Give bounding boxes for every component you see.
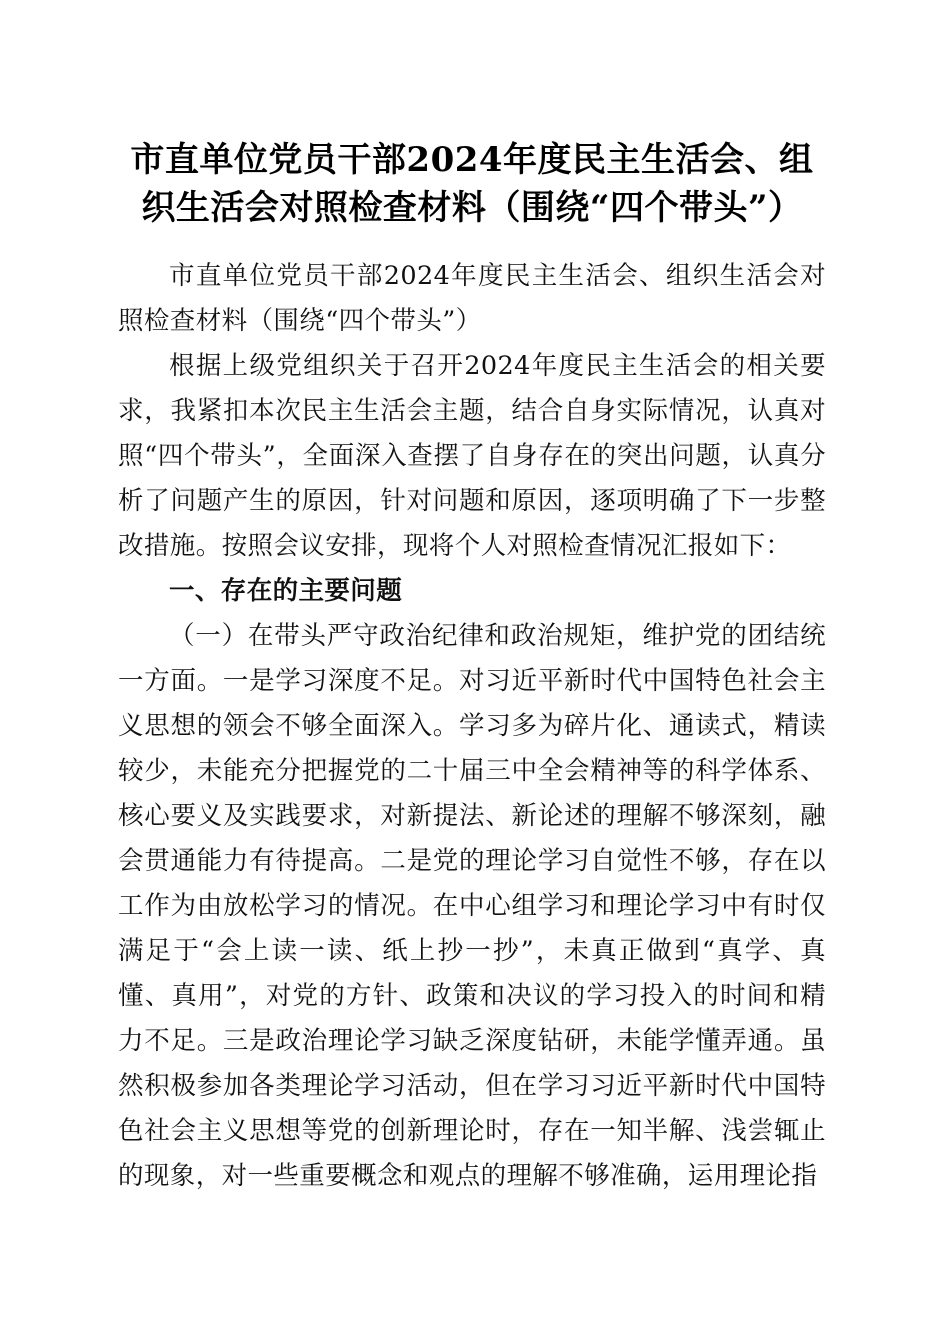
body-paragraph: （一）在带头严守政治纪律和政治规矩，维护党的团结统一方面。一是学习深度不足。对习近平新时代中国特色社会主义思想的领会不够全面深入。学习多为碎片化、通读式，精读较少，未能充分把握党的二十届三中全会精神等的科学体系、核心要义及实践要求，对新提法、新论述的理解不够深刻，融会贯通能力有待提高。二是党的理论学习自觉性不够，存在以工作为由放松学习的情况。在中心组学习和理论学习中有时仅满足于“会上读一读、纸上抄一抄”，未真正做到“真学、真懂、真用”，对党的方针、政策和决议的学习投入的时间和精力不足。三是政治理论学习缺乏深度钻研，未能学懂弄通。虽然积极参加各类理论学习活动，但在学习习近平新时代中国特色社会主义思想等党的创新理论时，存在一知半解、浅尝辄止的现象，对一些重要概念和观点的理解不够准确，运用理论指 bbox=[118, 621, 826, 1191]
document-title: 市直单位党员干部2024年度民主生活会、组织生活会对照检查材料（围绕“四个带头”） bbox=[130, 140, 814, 228]
subtitle-paragraph: 市直单位党员干部2024年度民主生活会、组织生活会对照检查材料（围绕“四个带头”） bbox=[118, 261, 826, 336]
section-heading: 一、存在的主要问题 bbox=[169, 576, 403, 606]
intro-paragraph: 根据上级党组织关于召开2024年度民主生活会的相关要求，我紧扣本次民主生活会主题，结合自身实际情况，认真对照“四个带头”，全面深入查摆了自身存在的突出问题，认真分析了问题产生的原因，针对问题和原因，逐项明确了下一步整改措施。按照会议安排，现将个人对照检查情况汇报如下： bbox=[118, 351, 826, 561]
document-body bbox=[118, 136, 826, 1199]
